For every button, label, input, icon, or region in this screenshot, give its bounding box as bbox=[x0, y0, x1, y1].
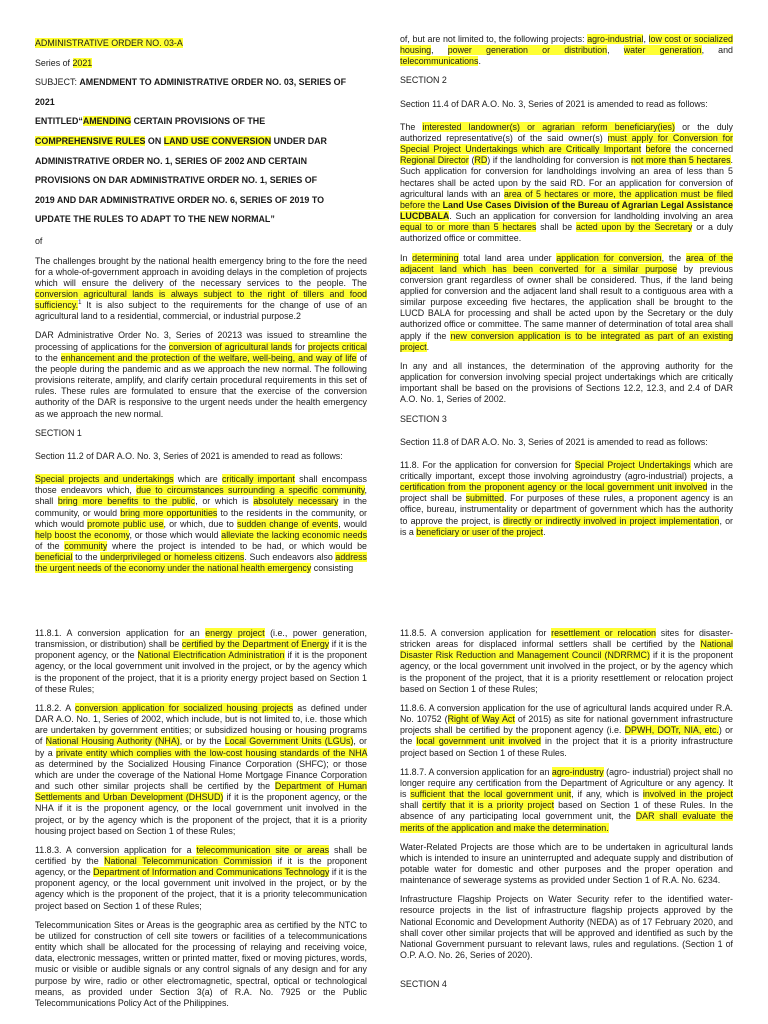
water-related-projects-definition: Water-Related Projects are those which are to be undertaken in agricultural lands which is intended to insure an uninterrupted and adequate supply and distribution of potable water for domestic and other purposes and the proper operation and maintenance of sewerage systems as provided under Section 1 of R.A. No. 6234. bbox=[400, 841, 733, 886]
projects-list-paragraph: of, but are not limited to, the following projects: agro-industrial, low cost or socialized housing, power generation or distribution, water generation, and telecommunications. bbox=[400, 34, 733, 67]
telecom-sites-definition: Telecommunication Sites or Areas is the geographic area as certified by the NTC to be utilized for construction of cell site towers or facilities of a telecommunications entity which shall be allocated for the processing of relaying and receiving voice, data, electronic messages, written or printed matter, fixed or moving pictures, words, music or visible or audible signals or any control signals of any design and for any purpose by wire, radio or other electromagnetic, spectral, optical or technological means, as provided under Section 3(a) of R.A. No. 7925 or the Public Telecommunications Policy Act of the Philippines. bbox=[35, 919, 367, 1008]
title-line-1: ENTITLED“AMENDING CERTAIN PROVISIONS OF THE bbox=[35, 116, 266, 127]
section-2-body-1: The interested landowner(s) or agrarian reform beneficiary(ies) or the duly authorized representative(s) of the said owner(s) must apply for Conversion for Special Project Undertakings which are Critically Important before the concerned Regional Director (RD) if the landholding for conversion is not more than 5 hectares. Such application for conversion for landholdings involving an area of less than 5 hectares shall be acted upon by the said RD. For an application for conversion of agricultural lands with an area of 5 hectares or more, the application must be filed before the Land Use Cases Division of the Bureau of Agrarian Legal Assistance LUCDBALA. Such an application for conversion for landholding involving an area equal to or more than 5 hectares shall be acted upon by the Secretary or a duly authorized office or committee. bbox=[400, 121, 734, 244]
title-line-6: UPDATE THE RULES TO ADAPT TO THE NEW NORMAL” bbox=[35, 214, 275, 225]
subject-line: SUBJECT: AMENDMENT TO ADMINISTRATIVE ORDER NO. 03, SERIES OF 2021 bbox=[35, 77, 346, 107]
order-header bbox=[35, 34, 367, 252]
section-3-heading: SECTION 3 bbox=[400, 413, 447, 424]
clause-11-8-3: 11.8.3. A conversion application for a telecommunication site or areas shall be certified by the National Telecommunication Commission if it is the proponent agency, or the Department of Information and Communications Technology if it is the proponent agency, or the local government unit involved in the project, or by the agency which is the proponent of the project, that it is a priority telecommunication project based on Section 1 of these Rules; bbox=[35, 844, 368, 911]
section-2-body-2: In determining total land area under application for conversion, the area of the adjacent land which has been converted for a similar purpose by previous conversion grant regardless of owner shall be considered. Thus, if the land being applied for conversion and the adjacent land shall result to a contiguous area with a similar purpose exceeding five hectares, the application shall be brought to the LUCD BALA for processing and shall be acted upon by the Secretary or the duly authorized office or committee. The same manner of determination of total area shall apply if the new conversion application is to be integrated as part of an existing project. bbox=[400, 252, 734, 352]
section-4-heading: SECTION 4 bbox=[400, 979, 447, 990]
section-1-intro: Section 11.2 of DAR A.O. No. 3, Series of 2021 is amended to read as follows: bbox=[35, 450, 343, 461]
section-3-body: 11.8. For the application for conversion for Special Project Undertakings which are critically important, except those involving agroindustry (agro-industrial) projects, a certification from the proponent agency or the local government unit involved in the project shall be submitted. For purposes of these rules, a proponent agency is an office, bureau, instrumentality or department of government which has the authority to approve the project, is directly or indirectly involved in project implementation, or is a beneficiary or user of the project. bbox=[400, 459, 733, 537]
section-1-heading: SECTION 1 bbox=[35, 427, 82, 438]
clause-11-8-2: 11.8.2. A conversion application for socialized housing projects as defined under DAR A.O. No. 1, Series of 2002, which include, but is not limited to, i.e. those which are undertaken by government entities; or subsidized housing or housing programs of National Housing Authority (NHA), or by the Local Government Units (LGUs), or by a private entity which complies with the low-cost housing standards of the NHA as determined by the Socialized Housing Finance Corporation (SHFC); or those which are under the coverage of the National Home Mortgage Finance Corporation and such other similar projects shall be certified by the Department of Human Settlements and Urban Development (DHSUD) if it is the proponent agency, or the NHA if it is the proponent agency, or the local government unit involved in the project, or by the agency which is the proponent of the project, that it is a priority housing project based on Section 1 of these Rules; bbox=[35, 702, 368, 836]
section-2-heading: SECTION 2 bbox=[400, 75, 447, 86]
page1-left-column bbox=[35, 34, 367, 582]
page1-right-column bbox=[400, 34, 733, 546]
intro-paragraph-2: DAR Administrative Order No. 3, Series of 20213 was issued to streamline the processing of applications for the conversion of agricultural lands for projects critical to the enhancement and the protection of the welfare, well-being, and way of life of the people during the pandemic and as we approach the new normal. The following provisions reiterate, amplify, and clarify certain procedural requirements in this set of rules. These rules are formulated to ensure that the exercise of the conversion authority of the DAR is responsive to the urgent needs under the health emergency as we approach the new normal. bbox=[35, 330, 368, 419]
section-2-intro: Section 11.4 of DAR A.O. No. 3, Series of 2021 is amended to read as follows: bbox=[400, 98, 708, 109]
section-1-body: Special projects and undertakings which are critically important shall encompass those endeavors which, due to circumstances surrounding a specific community, shall bring more benefits to the public, or which is absolutely necessary in the community, or would bring more opportunities to the residents in the community, or which would promote public use, or which, due to sudden change of events, would help boost the economy, or those which would alleviate the lacking economic needs of the community where the project is intended to be had, or which would be beneficial to the underprivileged or homeless citizens. Such endeavors also address the urgent needs of the economy under the national health emergency consisting bbox=[35, 474, 368, 574]
clause-11-8-7: 11.8.7. A conversion application for an agro-industry (agro- industrial) project shall no longer require any certification from the Department of Agriculture or any agency. It is sufficient that the local government unit, if any, which is involved in the project shall certify that it is a priority project based on Section 1 of these Rules. In the absence of any participating local government unit, the DAR shall evaluate the merits of the application and make the determination. bbox=[400, 766, 734, 833]
series-line: Series of 2021 bbox=[35, 57, 93, 68]
intro-paragraph-1: The challenges brought by the national health emergency bring to the fore the need for a whole-of-government approach in avoiding delays in the completion of projects which will ensure the delivery of the necessary services to the people. The conversion agricultural lands is always subject to the right of tillers and food sufficiency.$^1$ It is also subject to the requirements for the change of use of an agricultural land to a residential, commercial, or industrial purpose.2 bbox=[35, 255, 367, 322]
of-label: of bbox=[35, 235, 43, 246]
title-line-2: COMPREHENSIVE RULES ON LAND USE CONVERSION UNDER DAR bbox=[35, 135, 327, 146]
document-page-2 bbox=[0, 600, 768, 1024]
title-line-3: ADMINISTRATIVE ORDER NO. 1, SERIES OF 2002 AND CERTAIN bbox=[35, 155, 308, 166]
infrastructure-flagship-definition: Infrastructure Flagship Projects on Water Security refer to the identified water-resource projects in the list of infrastructure flagship projects approved by the National Economic and Development Authority (NEDA) as of 17 February 2020, and shall cover other similar projects that will be approved and identified as such by the National Government pursuant to relevant laws, rules and regulations. (Section 1 of O.P. A.O. No. 26, Series of 2020). bbox=[400, 894, 733, 961]
title-line-5: 2019 AND DAR ADMINISTRATIVE ORDER NO. 6, SERIES OF 2019 TO bbox=[35, 194, 324, 205]
page2-left-column bbox=[35, 628, 367, 1017]
page2-right-column bbox=[400, 628, 733, 1002]
section-3-intro: Section 11.8 of DAR A.O. No. 3, Series of 2021 is amended to read as follows: bbox=[400, 436, 708, 447]
section-2-body-3: In any and all instances, the determination of the approving authority for the application for conversion involving special project undertakings which are critically important shall be based on the provisions of Sections 12.2, 12.3, and 2.4 of DAR A.O. No. 1, Series of 2002. bbox=[400, 360, 733, 405]
clause-11-8-5: 11.8.5. A conversion application for resettlement or relocation sites for disaster-stricken areas for displaced informal settlers shall be certified by the National Disaster Risk Reduction and Management Council (NDRRMC) if it is the proponent agency, or the local government unit involved in the project, or by the agency which is the proponent of the project, that it is a priority resettlement or relocation project based on Section 1 of these Rules; bbox=[400, 628, 733, 694]
clause-11-8-6: 11.8.6. A conversion application for the use of agricultural lands acquired under R.A. No. 10752 (Right of Way Act of 2015) as site for national government infrastructure projects shall be certified by the proponent agency (i.e. DPWH, DOTr, NIA, etc.) or the local government unit involved in the project that it is a priority infrastructure project based on Section 1 of these Rules. bbox=[400, 702, 733, 758]
title-line-4: PROVISIONS ON DAR ADMINISTRATIVE ORDER NO. 1, SERIES OF bbox=[35, 175, 318, 186]
clause-11-8-1: 11.8.1. A conversion application for an energy project (i.e., power generation, transmission, or distribution) shall be certified by the Department of Energy if it is the proponent agency, or the National Electrification Administration if it is the proponent agency, or the local government unit involved in the project, or by the agency which is the proponent of the project, that it is a priority energy project based on Section 1 of these Rules; bbox=[35, 628, 367, 694]
order-number: ADMINISTRATIVE ORDER NO. 03-A bbox=[35, 38, 183, 48]
